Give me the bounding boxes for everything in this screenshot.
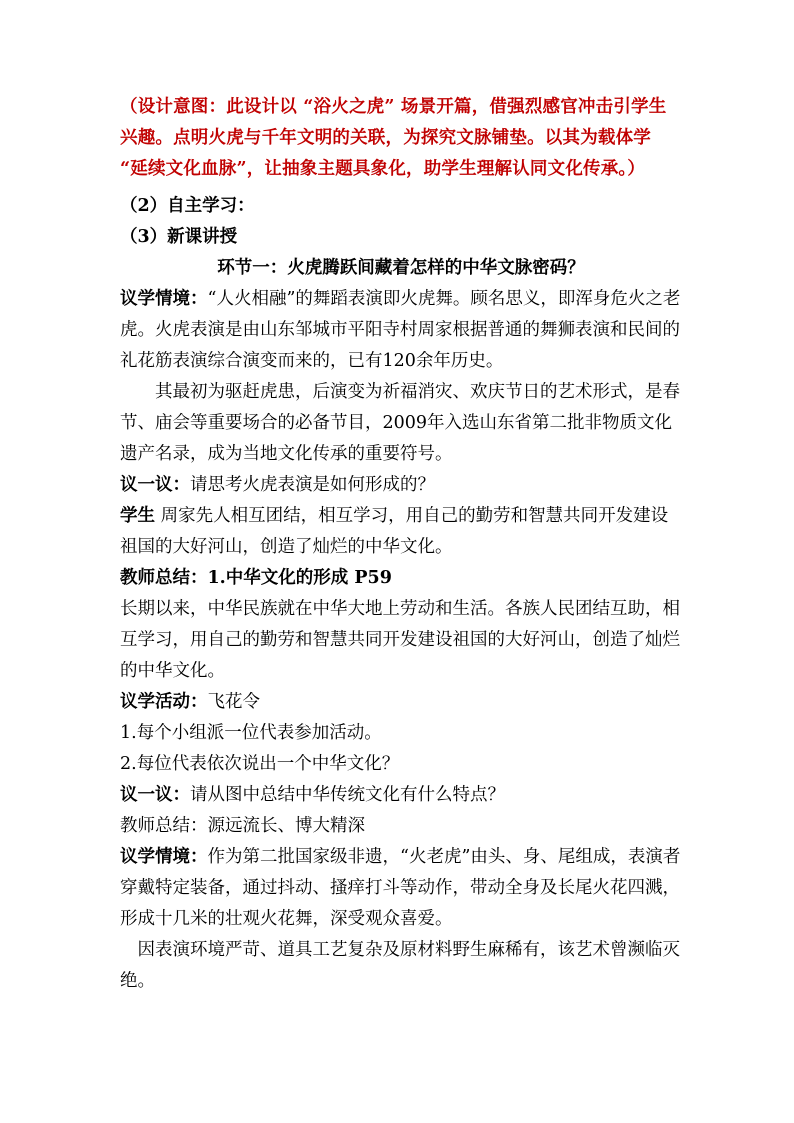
- endangered-paragraph: 因表演环境严苛、道具工艺复杂及原材料野生麻稀有，该艺术曾濒临灭绝。: [120, 940, 680, 991]
- design-intent-note: （设计意图：此设计以 “浴火之虎” 场景开篇，借强烈感官冲击引学生兴趣。点明火虎与千年文明的关联，为探究文脉铺垫。以其为载体学 “延续文化血脉”，让抽象主题具象化，助学生理解认同文化传承。）: [120, 97, 667, 179]
- activity-step-1: 1.每个小组派一位代表参加活动。: [120, 723, 382, 743]
- scene1-text: “人火相融”的舞蹈表演即火虎舞。顾名思义，即浑身危火之老虎。火虎表演是由山东邹城市平阳寺村周家根据普通的舞狮表演和民间的礼花筋表演综合演变而来的，已有120余年历史。: [120, 289, 681, 371]
- scene1-paragraph: [120, 284, 682, 377]
- scene1-label: 议学情境：: [120, 289, 208, 309]
- scene2-paragraph: [120, 842, 682, 935]
- student-paragraph: [120, 501, 682, 563]
- teacher-summary2: 教师总结：源远流长、博大精深: [120, 816, 365, 836]
- discuss2-text: 请从图中总结中华传统文化有什么特点？: [190, 785, 505, 805]
- discuss1-paragraph: [120, 470, 682, 501]
- student-label: 学生: [120, 506, 155, 526]
- discuss1-label: 议一议：: [120, 475, 190, 495]
- discuss2-label: 议一议：: [120, 785, 190, 805]
- discuss1-text: 请思考火虎表演是如何形成的？: [190, 475, 435, 495]
- student-text: 周家先人相互团结，相互学习，用自己的勤劳和智慧共同开发建设祖国的大好河山，创造了灿烂的中华文化。: [120, 506, 669, 557]
- summary1-paragraph: 长期以来，中华民族就在中华大地上劳动和生活。各族人民团结互助，相互学习，用自己的勤劳和智慧共同开发建设祖国的大好河山，创造了灿烂的中华文化。: [120, 599, 680, 681]
- scene2-text: 作为第二批国家级非遗，“火老虎”由头、身、尾组成，表演者穿戴特定装备，通过抖动、搔痒打斗等动作，带动全身及长尾火花四溅，形成十几米的壮观火花舞，深受观众喜爱。: [120, 847, 681, 929]
- link1-title: 环节一：火虎腾跃间藏着怎样的中华文脉密码？: [217, 258, 585, 278]
- activity-label: 议学活动：: [120, 692, 208, 712]
- scene2-label: 议学情境：: [120, 847, 208, 867]
- history-paragraph: 其最初为驱赶虎患，后演变为祈福消灾、欢庆节日的艺术形式，是春节、庙会等重要场合的必备节目，2009年入选山东省第二批非物质文化遗产名录，成为当地文化传承的重要符号。: [120, 382, 680, 464]
- section-heading-new-lesson: （3）新课讲授: [120, 227, 238, 247]
- discuss2-paragraph: [120, 780, 682, 811]
- document-page: [120, 92, 682, 997]
- teacher-summary1-heading: 教师总结：1.中华文化的形成 P59: [120, 568, 392, 588]
- section-heading-self-study: （2）自主学习：: [120, 196, 255, 216]
- activity-paragraph: [120, 687, 682, 718]
- activity-step-2: 2.每位代表依次说出一个中华文化？: [120, 754, 400, 774]
- activity-text: 飞花令: [207, 692, 260, 712]
